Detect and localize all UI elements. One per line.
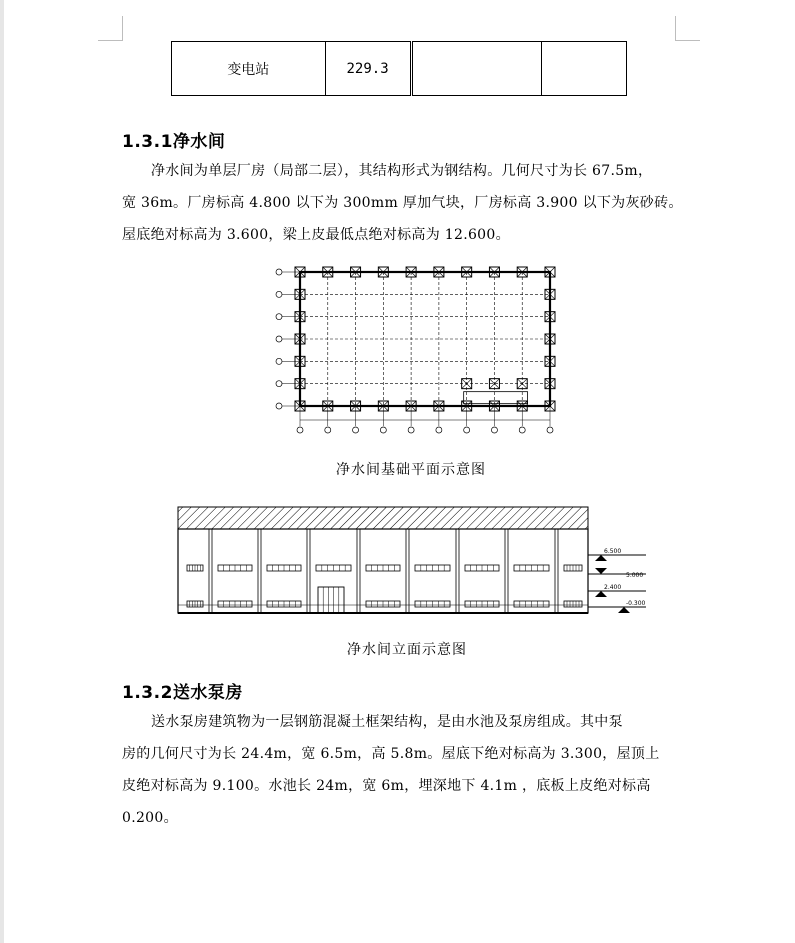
figure-caption: 净水间立面示意图 bbox=[347, 642, 467, 658]
margin-corner-mark bbox=[675, 16, 700, 41]
elevation-label: 2.400 bbox=[604, 584, 622, 591]
table-cell-value: 229.3 bbox=[325, 42, 411, 96]
section-paragraph bbox=[122, 155, 682, 251]
paragraph-line: 0.200。 bbox=[122, 810, 178, 826]
page-edge bbox=[0, 0, 4, 943]
section-heading: 1.3.2送水泵房 bbox=[122, 683, 243, 703]
paragraph-line: 皮绝对标高为 9.100。水池长 24m，宽 6m，埋深地下 4.1m ，底板上皮绝对标高 bbox=[122, 778, 651, 794]
table-cell-empty bbox=[542, 42, 627, 96]
elevation-label: -0.300 bbox=[626, 600, 646, 607]
elevation-drawing bbox=[176, 505, 656, 620]
paragraph-line: 送水泵房建筑物为一层钢筋混凝土框架结构，是由水池及泵房组成。其中泵 bbox=[151, 714, 623, 730]
data-table bbox=[171, 41, 627, 96]
section-paragraph bbox=[122, 706, 682, 834]
paragraph-line: 屋底绝对标高为 3.600，梁上皮最低点绝对标高为 12.600。 bbox=[122, 227, 510, 243]
elevation-label: 6.500 bbox=[604, 548, 622, 555]
paragraph-line: 房的几何尺寸为长 24.4m，宽 6.5m，高 5.8m。屋底下绝对标高为 3.300，屋顶上 bbox=[122, 746, 660, 762]
section-heading: 1.3.1净水间 bbox=[122, 132, 226, 152]
figure-caption: 净水间基础平面示意图 bbox=[336, 462, 486, 478]
table-cell-name: 变电站 bbox=[172, 42, 326, 96]
table-row bbox=[172, 42, 627, 96]
margin-corner-mark bbox=[98, 16, 123, 41]
paragraph-line: 宽 36m。厂房标高 4.800 以下为 300mm 厚加气块，厂房标高 3.900 以下为灰砂砖。 bbox=[122, 195, 683, 211]
table-cell-empty bbox=[411, 42, 542, 96]
elevation-label: 5.000 bbox=[626, 572, 644, 579]
foundation-plan-drawing bbox=[270, 262, 562, 440]
paragraph-line: 净水间为单层厂房（局部二层），其结构形式为钢结构。几何尺寸为长 67.5m， bbox=[151, 163, 653, 179]
